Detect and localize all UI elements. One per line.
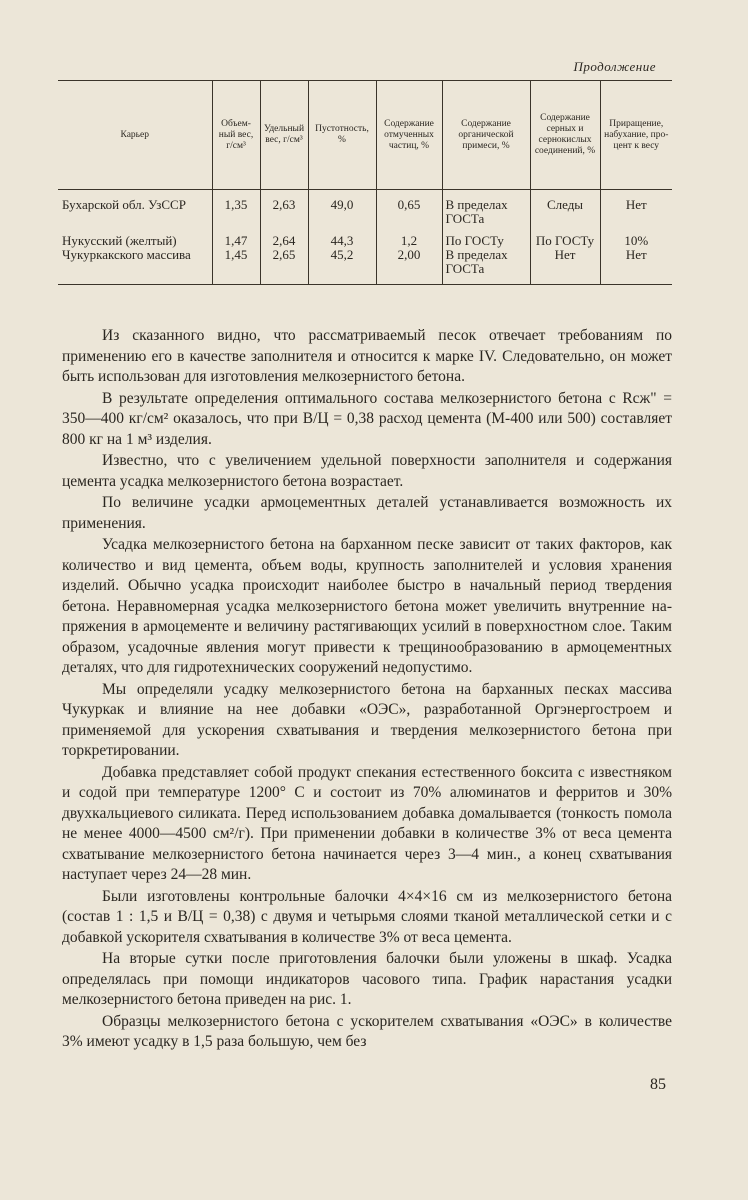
quarry-sand-table <box>58 80 672 285</box>
column-header: Объемный вес, г/см³ <box>212 81 260 190</box>
table-cell: 2,65 <box>260 248 308 285</box>
table-cell: В пределах ГОСТа <box>442 190 530 227</box>
table-cell: 2,00 <box>376 248 442 285</box>
table-cell: В пределах ГОСТа <box>442 248 530 285</box>
table-cell: Бухарской обл. УзССР <box>62 197 186 212</box>
table-cell: 2,63 <box>260 190 308 227</box>
table-cell: Нукусский (желтый) <box>62 233 177 248</box>
table-row <box>58 190 672 227</box>
paragraph: Добавка представляет собой продукт спекания естественного боксита с известняком и содой при температуре 1200° С и состоит из 70% алюминатов и ферритов и 30% двухкальциевого силиката. Перед использованием добавка домалывается (тонкость помола не менее 4000—4500 см²/г). При применении добавки в количестве 3% от веса цемента схватывание мелкозернистого бетона начинается через 3—4 мин., а конец схватывания наступает через 24—28 мин. <box>62 763 672 883</box>
paragraph: По величине усадки армоцементных деталей устанавливается возможность их применения. <box>62 494 672 532</box>
table-cell: 44,3 <box>308 226 376 248</box>
table-cell: 10% <box>600 226 672 248</box>
paragraph: Известно, что с увеличением удельной поверхности заполнителя и содержания цемента усадка мелкозернистого бетона возрастает. <box>62 452 672 490</box>
table-row <box>58 226 672 248</box>
column-header: Карьер <box>58 81 212 190</box>
table-cell: 1,45 <box>212 248 260 285</box>
paragraph: Из сказанного видно, что рассматриваемый песок отвечает требованиям по применению его в качестве заполнителя и относится к марке IV. Следовательно, он может быть использован для изготовления мелкозернистого бетона. <box>62 327 672 385</box>
table-cell: Нет <box>600 190 672 227</box>
paragraph: Мы определяли усадку мелкозернистого бетона на барханных песках массива Чукуркак и влияние на нее добавки «ОЭС», разработанной Оргэнергостроем и применяемой для ускорения схватывания и твердения мелкозернистого бетона при торкретировании. <box>62 680 672 759</box>
table-cell: По ГОСТу <box>442 226 530 248</box>
table-cell: Нет <box>600 248 672 285</box>
paragraph: В результате определения оптимального состава мелкозернистого бетона с Rсж" = 350—400 кг/см² оказалось, что при В/Ц = 0,38 расход цемента (М-400 или 500) составляет 800 кг на 1 м³ изделия. <box>62 389 672 448</box>
table-cell: Следы <box>530 190 600 227</box>
column-header: Содержание органической примеси, % <box>442 81 530 190</box>
table-cell: 0,65 <box>376 190 442 227</box>
column-header: Удельный вес, г/см³ <box>260 81 308 190</box>
table-cell: 1,35 <box>212 190 260 227</box>
table-cell: По ГОСТу <box>530 226 600 248</box>
continuation-label: Продолжение <box>573 59 656 74</box>
body-text <box>62 326 672 1054</box>
table-cell: 45,2 <box>308 248 376 285</box>
paragraph: Были изготовлены контрольные балочки 4×4×16 см из мелкозернистого бетона (состав 1 : 1,5 и В/Ц = 0,38) с двумя и четырьмя слоями тканой металлической сетки и с добавкой ускорителя схватывания в количестве 3% от веса цемента. <box>62 887 672 946</box>
page-number: 85 <box>650 1076 666 1093</box>
table-cell: 1,2 <box>376 226 442 248</box>
table-cell: Чукуркакского массива <box>58 248 212 285</box>
paragraph: Усадка мелкозернистого бетона на барханном песке зависит от таких факторов, как количество и вид цемента, объем воды, крупность заполнителей и условия хранения изделий. Обычно усадка происходит наиболее быстро в начальный период твердения бетона. Неравномерная усадка мелкозернистого бетона может увеличить внутренние напряжения в армоцементе и величину растягивающих усилий в поверхностном слое. Таким образом, усадочные явления могут привести к трещинообразованию в армоцементных деталях, что для гидротехнических сооружений недопустимо. <box>62 536 672 676</box>
table-cell: 1,47 <box>212 226 260 248</box>
column-header: Содержание серных и сернокислых соединений, % <box>530 81 600 190</box>
paragraph: На вторые сутки после приготовления балочки были уложены в шкаф. Усадка определялась при помощи индикаторов часового типа. График нарастания усадки мелкозернистого бетона приведен на рис. 1. <box>62 950 672 1008</box>
column-header: Пустотность, % <box>308 81 376 190</box>
table-row <box>58 248 672 285</box>
table-cell: 2,64 <box>260 226 308 248</box>
paragraph: Образцы мелкозернистого бетона с ускорителем схватывания «ОЭС» в количестве 3% имеют усадку в 1,5 раза большую, чем без <box>62 1012 672 1050</box>
column-header: Содержание отмученных частиц, % <box>376 81 442 190</box>
table-cell: 49,0 <box>308 190 376 227</box>
column-header: Приращение, набухание, процент к весу <box>600 81 672 190</box>
table-cell: Нет <box>530 248 600 285</box>
